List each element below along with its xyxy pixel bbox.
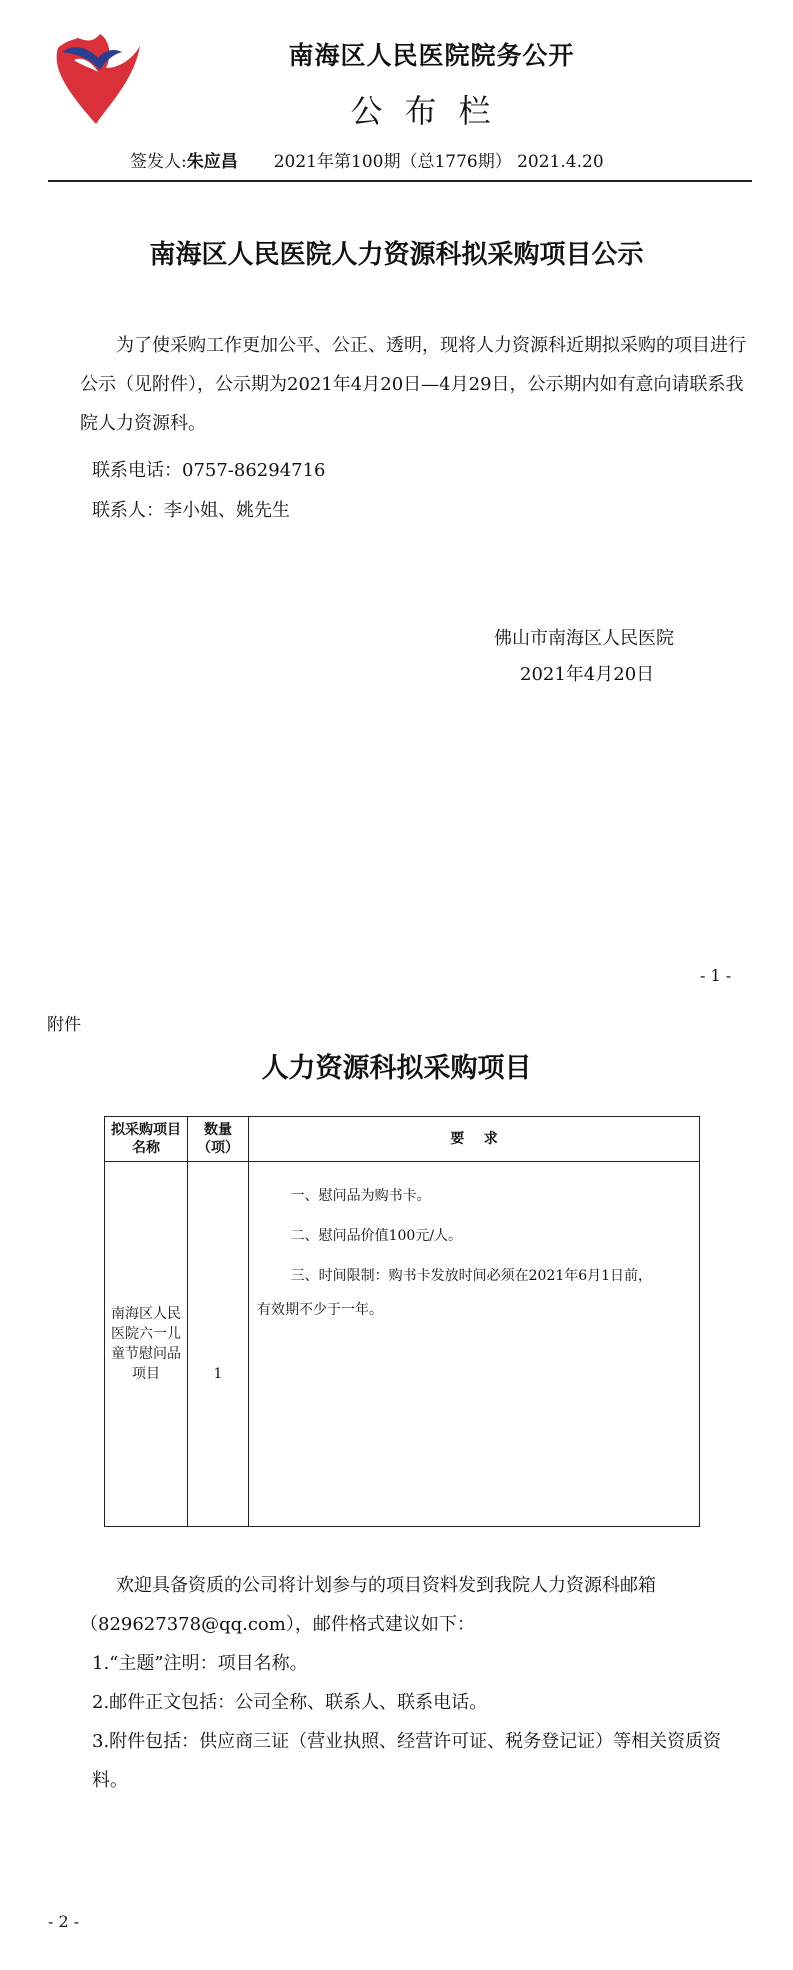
procurement-table xyxy=(104,1116,700,1527)
hospital-title: 南海区人民医院院务公开 xyxy=(288,41,575,70)
signature-date: 2021年4月20日 xyxy=(520,664,655,685)
signer-name: 朱应昌 xyxy=(186,152,238,172)
page-number: - 2 - xyxy=(48,1912,80,1931)
table-header-row xyxy=(105,1117,700,1162)
attachment-label: 附件 xyxy=(47,1015,81,1035)
requirement-line: 一、慰问品为购书卡。 xyxy=(290,1188,431,1204)
requirement-line: 有效期不少于一年。 xyxy=(257,1302,383,1318)
item-quantity: 1 xyxy=(188,1162,249,1527)
submission-instructions xyxy=(80,1566,752,1800)
contact-person: 联系人：李小姐、姚先生 xyxy=(92,500,290,521)
instruction-item: 1.“主题”注明：项目名称。 xyxy=(92,1653,308,1674)
instruction-item: 2.邮件正文包括：公司全称、联系人、联系电话。 xyxy=(92,1692,488,1713)
item-name: 南海区人民医院六一儿童节慰问品项目 xyxy=(105,1162,188,1527)
signer-label: 签发人: xyxy=(130,152,187,172)
table-row xyxy=(105,1162,700,1527)
notice-title: 南海区人民医院人力资源科拟采购项目公示 xyxy=(149,240,644,270)
header-divider xyxy=(48,180,752,182)
board-title: 公布栏 xyxy=(350,92,513,130)
signature-org: 佛山市南海区人民医院 xyxy=(494,628,674,649)
attachment-title: 人力资源科拟采购项目 xyxy=(261,1053,532,1084)
instruction-item: 3.附件包括：供应商三证（营业执照、经营许可证、税务登记证）等相关资质资料。 xyxy=(92,1731,722,1791)
item-requirements xyxy=(249,1162,700,1527)
contact-phone: 联系电话：0757-86294716 xyxy=(92,460,326,481)
instructions-intro: 欢迎具备资质的公司将计划参与的项目资料发到我院人力资源科邮箱（829627378@qq.com），邮件格式建议如下： xyxy=(80,1575,656,1635)
notice-body xyxy=(80,326,752,443)
header-requirements: 要 求 xyxy=(249,1117,700,1162)
header-quantity: 数量（项） xyxy=(188,1117,249,1162)
header-item-name: 拟采购项目名称 xyxy=(105,1117,188,1162)
issue-info: 2021年第100期（总1776期） 2021.4.20 xyxy=(273,152,604,172)
requirement-line: 二、慰问品价值100元/人。 xyxy=(290,1228,463,1244)
requirement-line: 三、时间限制：购书卡发放时间必须在2021年6月1日前， xyxy=(290,1268,653,1284)
issue-line xyxy=(130,147,604,172)
notice-paragraph: 为了使采购工作更加公平、公正、透明，现将人力资源科近期拟采购的项目进行公示（见附件），公示期为2021年4月20日—4月29日，公示期内如有意向请联系我院人力资源科。 xyxy=(80,335,746,434)
page-number: - 1 - xyxy=(700,966,732,985)
